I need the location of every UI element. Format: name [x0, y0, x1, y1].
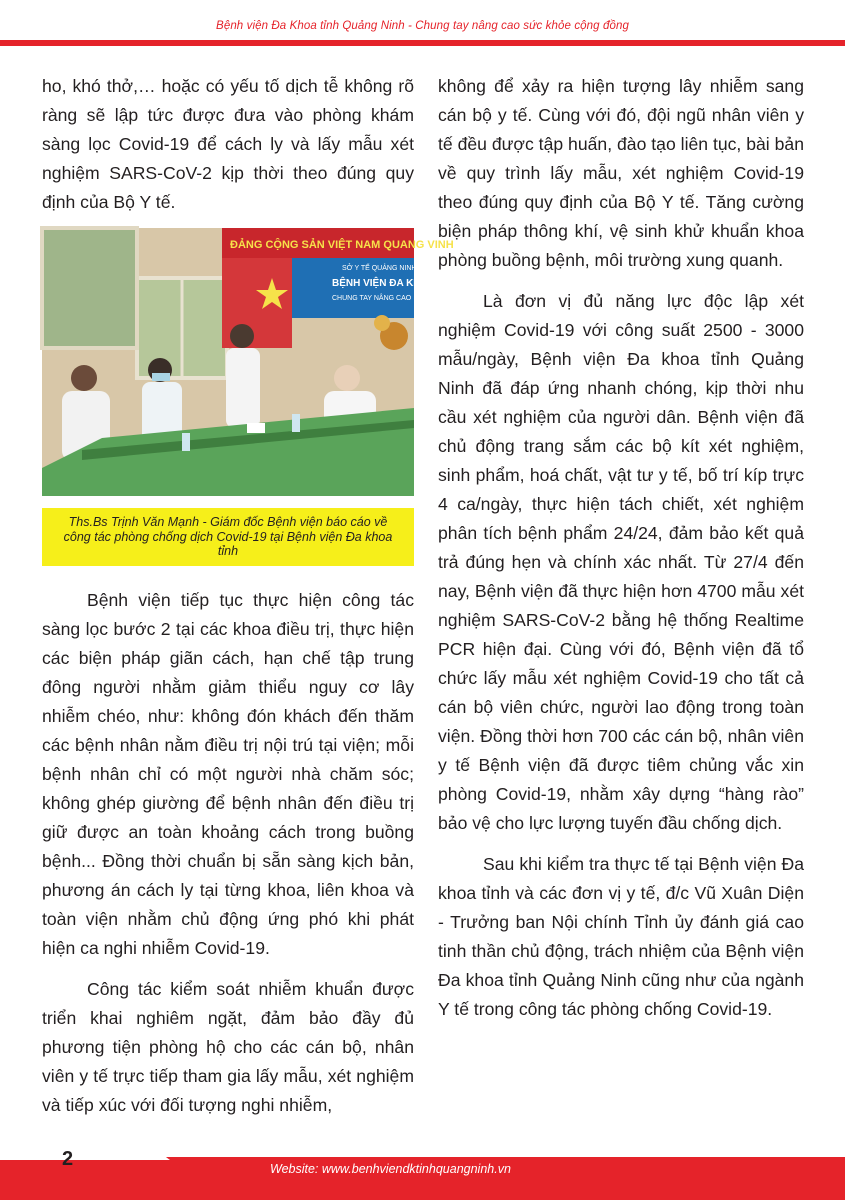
right-paragraph-1: không để xảy ra hiện tượng lây nhiễm sang cán bộ y tế. Cùng với đó, đội ngũ nhân viên y tế đều được tập huấn, đào tạo liên tục, bài bản về quy trình lấy mẫu, xét nghiệm Covid-19 theo đúng quy định của Bộ Y tế. Tăng cường biện pháp thông khí, vệ sinh khử khuẩn khoa phòng buồng bệnh, môi trường xung quanh. — [438, 76, 804, 270]
right-paragraph-2: Là đơn vị đủ năng lực độc lập xét nghiệm Covid-19 với công suất 2500 - 3000 mẫu/ngày, Bệnh viện Đa khoa tỉnh Quảng Ninh đã đáp ứng nhanh chóng, kịp thời nhu cầu xét nghiệm của người dân. Bệnh viện đã chủ động trang sắm các bộ kít xét nghiệm, sinh phẩm, hoá chất, vật tư y tế, bố trí kíp trực 4 ca/ngày, thực hiện tách chiết, xét nghiệm phân tích bệnh phẩm 24/24, đảm bảo kết quả trả đúng hẹn và chính xác nhất. Từ 27/4 đến nay, Bệnh viện đã thực hiện hơn 4700 mẫu xét nghiệm SARS-CoV-2 bằng hệ thống Realtime PCR hiện đại. Cùng với đó, Bệnh viện đã tổ chức lấy mẫu xét nghiệm Covid-19 cho tất cả cán bộ viên chức, người lao động trong toàn viện. Đồng thời hơn 700 các cán bộ, nhân viên y tế Bệnh viện đã được tiêm chủng vắc xin phòng Covid-19, nhằm xây dựng “hàng rào” bảo vệ cho lực lượng tuyến đầu chống dịch. — [438, 291, 804, 833]
left-paragraph-3: Công tác kiểm soát nhiễm khuẩn được triển khai nghiêm ngặt, đảm bảo đầy đủ phương tiện phòng hộ cho các cán bộ, nhân viên y tế trực tiếp tham gia lấy mẫu, xét nghiệm và tiếp xúc với đối tượng nghi nhiễm, — [42, 979, 414, 1115]
photo-banner-text: ĐẢNG CỘNG SẢN VIỆT NAM QUANG VINH — [230, 239, 454, 251]
left-column-top — [42, 72, 414, 229]
left-paragraph-1: ho, khó thở,… hoặc có yếu tố dịch tễ không rõ ràng sẽ lập tức được đưa vào phòng khám sàng lọc Covid-19 để cách ly và lấy mẫu xét nghiệm SARS-CoV-2 kịp thời theo đúng quy định của Bộ Y tế. — [42, 76, 414, 212]
photo-sign-line-1: SỞ Y TẾ QUẢNG NINH — [342, 265, 417, 272]
header-title: Bệnh viện Đa Khoa tỉnh Quảng Ninh - Chung tay nâng cao sức khỏe cộng đồng — [216, 20, 629, 32]
right-paragraph-3: Sau khi kiểm tra thực tế tại Bệnh viện Đa khoa tỉnh và các đơn vị y tế, đ/c Vũ Xuân Diện - Trưởng ban Nội chính Tỉnh ủy đánh giá cao tinh thần chủ động, trách nhiệm của Bệnh viện Đa khoa tỉnh Quảng Ninh cũng như của ngành Y tế trong công tác phòng chống Covid-19. — [438, 854, 804, 1019]
right-column — [438, 72, 804, 1036]
page-number: 2 — [62, 1148, 74, 1170]
header-divider — [0, 40, 845, 46]
photo-sign-line-2: BỆNH VIỆN ĐA KHOA — [332, 278, 436, 289]
photo-sign-line-3: CHUNG TAY NÂNG CAO — [332, 295, 412, 302]
page-header — [0, 0, 845, 46]
left-column-bottom — [42, 586, 414, 1132]
footer-website[interactable]: Website: www.benhviendktinhquangninh.vn — [270, 1162, 511, 1176]
left-paragraph-2: Bệnh viện tiếp tục thực hiện công tác sàng lọc bước 2 tại các khoa điều trị, thực hiện các biện pháp giãn cách, hạn chế tập trung đông người nhằm giảm thiểu nguy cơ lây nhiễm chéo, như: không đón khách đến thăm các bệnh nhân nằm điều trị nội trú tại viện; mỗi bệnh nhân chỉ có một người nhà chăm sóc; không ghép giường để bệnh nhân đến điều trị giữ được an toàn khoảng cách trong buồng bệnh... Đồng thời chuẩn bị sẵn sàng kịch bản, phương án cách ly tại từng khoa, liên khoa và toàn viện nhằm chủ động ứng phó khi phát hiện ca nghi nhiễm Covid-19. — [42, 590, 414, 958]
article-photo — [42, 228, 454, 496]
photo-caption: Ths.Bs Trịnh Văn Mạnh - Giám đốc Bệnh viện báo cáo về công tác phòng chống dịch Covid-19 tại Bệnh viện Đa khoa tỉnh — [42, 508, 414, 566]
